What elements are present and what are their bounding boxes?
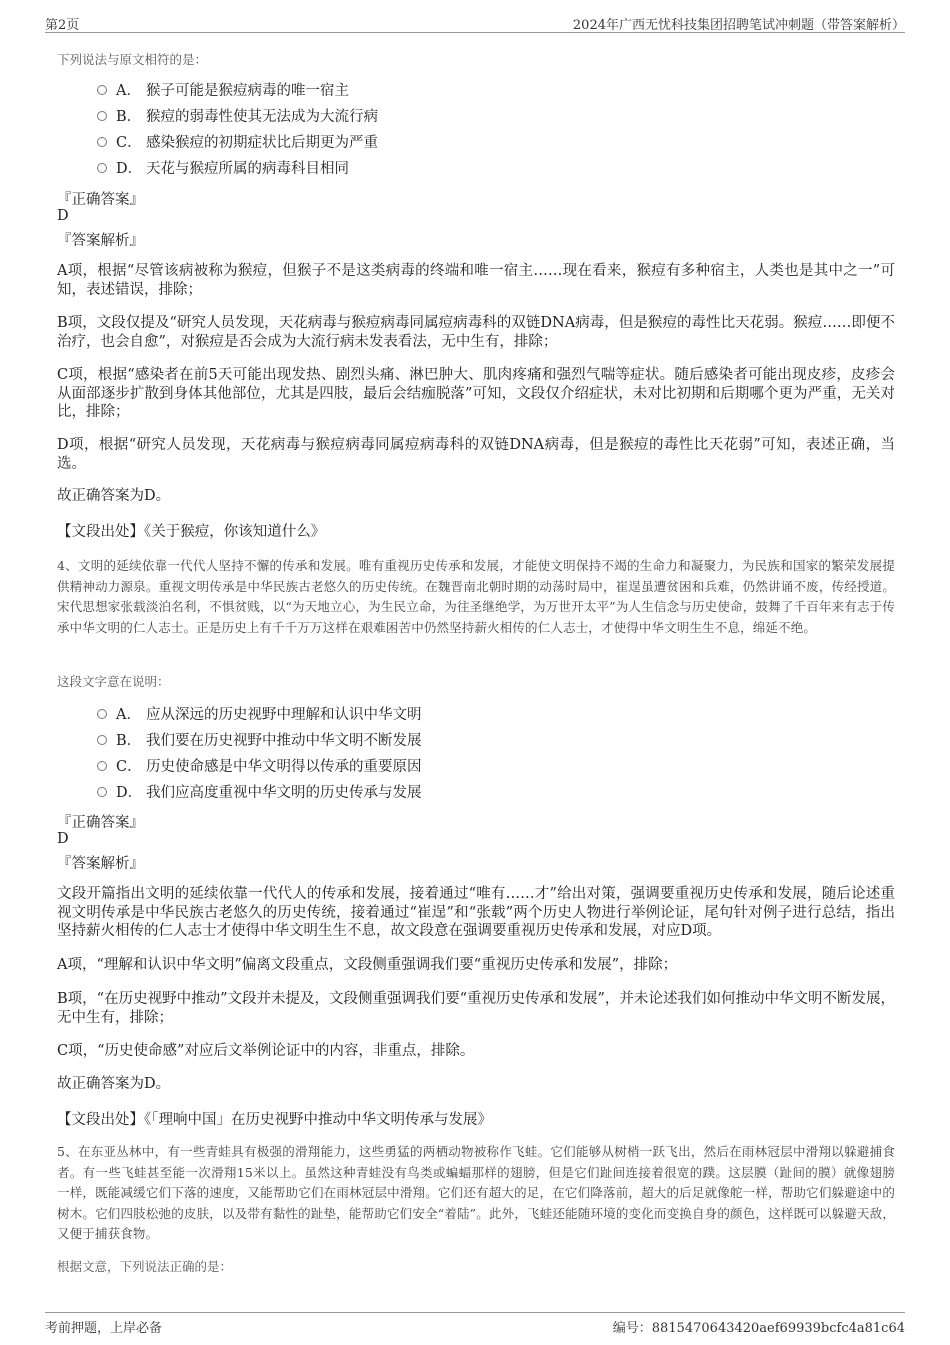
radio-icon[interactable] xyxy=(97,85,107,95)
radio-icon[interactable] xyxy=(97,735,107,745)
q4-answer: D xyxy=(57,831,69,847)
q4-prompt: 这段文字意在说明： xyxy=(57,674,170,689)
q3-option-b[interactable]: B． 猴痘的弱毒性使其无法成为大流行病 xyxy=(97,107,378,127)
footer-slogan: 考前押题，上岸必备 xyxy=(45,1321,163,1336)
q3-analysis-label: 『答案解析』 xyxy=(57,233,144,249)
q4-option-c[interactable]: C． 历史使命感是中华文明得以传承的重要原因 xyxy=(97,757,422,777)
q4-explanation-a: A项，“理解和认识中华文明”偏离文段重点，文段侧重强调我们要“重视历史传承和发展”，排除； xyxy=(57,957,678,973)
q4-conclusion: 故正确答案为D。 xyxy=(57,1076,171,1092)
page-number: 第2页 xyxy=(45,18,80,33)
q3-conclusion: 故正确答案为D。 xyxy=(57,488,171,504)
page-footer xyxy=(45,1312,905,1339)
q4-option-a[interactable]: A． 应从深远的历史视野中理解和认识中华文明 xyxy=(97,705,422,725)
document-title: 2024年广西无忧科技集团招聘笔试冲刺题（带答案解析） xyxy=(572,18,905,33)
q3-explanation-a: A项，根据“尽管该病被称为猴痘，但猴子不是这类病毒的终端和唯一宿主……现在看来，猴痘有多种宿主，人类也是其中之一”可知，表述错误，排除； xyxy=(57,263,895,298)
q4-explanation-b: B项，“在历史视野中推动”文段并未提及，文段侧重强调我们要“重视历史传承和发展”，并未论述我们如何推动中华文明不断发展，无中生有，排除； xyxy=(57,991,895,1026)
q3-prompt: 下列说法与原文相符的是： xyxy=(57,52,208,67)
q4-source: 【文段出处】《「理响中国」在历史视野中推动中华文明传承与发展》 xyxy=(57,1112,492,1128)
q5-passage: 5、在东亚丛林中，有一些青蛙具有极强的滑翔能力，这些勇猛的两栖动物被称作飞蛙。它们能够从树梢一跃飞出，然后在雨林冠层中滑翔以躲避捕食者。有一些飞蛙甚至能一次滑翔15米以上。虽然这种青蛙没有鸟类或蝙蝠那样的翅膀，但是它们趾间连接着很宽的蹼。这层膜（趾间的膜）就像翅膀一样，既能减缓它们下落的速度，又能帮助它们在雨林冠层中滑翔。它们还有超大的足，在它们降落前，超大的后足就像舵一样，帮助它们躲避途中的树木。它们四肢松弛的皮肤，以及带有黏性的趾垫，能帮助它们安全“着陆”。此外，飞蛙还能随环境的变化而变换自身的颜色，这样既可以躲避天敌，又便于捕获食物。 xyxy=(57,1144,895,1241)
q3-explanation-b: B项，文段仅提及“研究人员发现，天花病毒与猴痘病毒同属痘病毒科的双链DNA病毒，但是猴痘的毒性比天花弱。猴痘……即便不治疗，也会自愈”，对猴痘是否会成为大流行病未发表看法，无中生有，排除； xyxy=(57,315,895,350)
q4-explanation-c: C项，“历史使命感”对应后文举例论证中的内容，非重点，排除。 xyxy=(57,1043,475,1059)
q4-passage: 4、文明的延续依靠一代代人坚持不懈的传承和发展。唯有重视历史传承和发展，才能使文明保持不竭的生命力和凝聚力，为民族和国家的繁荣发展提供精神动力源泉。重视文明传承是中华民族古老悠久的历史传统。在魏晋南北朝时期的动荡时局中，崔逞虽遭贫困和兵难，仍然讲诵不废，传经授道。宋代思想家张载淡泊名利，不惧贫贱，以“为天地立心，为生民立命，为往圣继绝学，为万世开太平”为人生信念与历史使命，鼓舞了千百年来有志于传承中华文明的仁人志士。正是历史上有千千万万这样在艰难困苦中仍然坚持薪火相传的仁人志士，才使得中华文明生生不息，绵延不绝。 xyxy=(57,558,895,635)
q3-explanation-c: C项，根据“感染者在前5天可能出现发热、剧烈头痛、淋巴肿大、肌肉疼痛和强烈气喘等症状。随后感染者可能出现皮疹，皮疹会从面部逐步扩散到身体其他部位，尤其是四肢，最后会结痂脱落”可知，文段仅介绍症状，未对比初期和后期哪个更为严重，无关对比，排除； xyxy=(57,367,895,420)
document-code: 编号：8815470643420aef69939bcfc4a81c64 xyxy=(612,1321,905,1336)
q5-prompt: 根据文意，下列说法正确的是： xyxy=(57,1259,233,1274)
radio-icon[interactable] xyxy=(97,761,107,771)
q3-answer-label: 『正确答案』 xyxy=(57,192,144,208)
q3-source: 【文段出处】《关于猴痘，你该知道什么》 xyxy=(57,524,326,540)
q4-explanation-main: 文段开篇指出文明的延续依靠一代代人的传承和发展，接着通过“唯有……才”给出对策，强调要重视历史传承和发展，随后论述重视文明传承是中华民族古老悠久的历史传统，接着通过“崔逞”和“张载”两个历史人物进行举例论证，尾句针对例子进行总结，指出坚持薪火相传的仁人志士才使得中华文明生生不息，故文段意在强调要重视历史传承和发展，对应D项。 xyxy=(57,886,895,939)
radio-icon[interactable] xyxy=(97,709,107,719)
q4-option-b[interactable]: B． 我们要在历史视野中推动中华文明不断发展 xyxy=(97,731,422,751)
q4-answer-label: 『正确答案』 xyxy=(57,815,144,831)
q3-answer: D xyxy=(57,208,69,224)
q4-option-d[interactable]: D． 我们应高度重视中华文明的历史传承与发展 xyxy=(97,783,422,803)
page-header xyxy=(45,10,905,33)
q4-analysis-label: 『答案解析』 xyxy=(57,856,144,872)
radio-icon[interactable] xyxy=(97,163,107,173)
q3-option-a[interactable]: A． 猴子可能是猴痘病毒的唯一宿主 xyxy=(97,81,349,101)
radio-icon[interactable] xyxy=(97,787,107,797)
q3-option-d[interactable]: D． 天花与猴痘所属的病毒科目相同 xyxy=(97,159,349,179)
q3-option-c[interactable]: C． 感染猴痘的初期症状比后期更为严重 xyxy=(97,133,378,153)
q3-explanation-d: D项，根据“研究人员发现，天花病毒与猴痘病毒同属痘病毒科的双链DNA病毒，但是猴痘的毒性比天花弱”可知，表述正确，当选。 xyxy=(57,437,895,472)
radio-icon[interactable] xyxy=(97,111,107,121)
radio-icon[interactable] xyxy=(97,137,107,147)
